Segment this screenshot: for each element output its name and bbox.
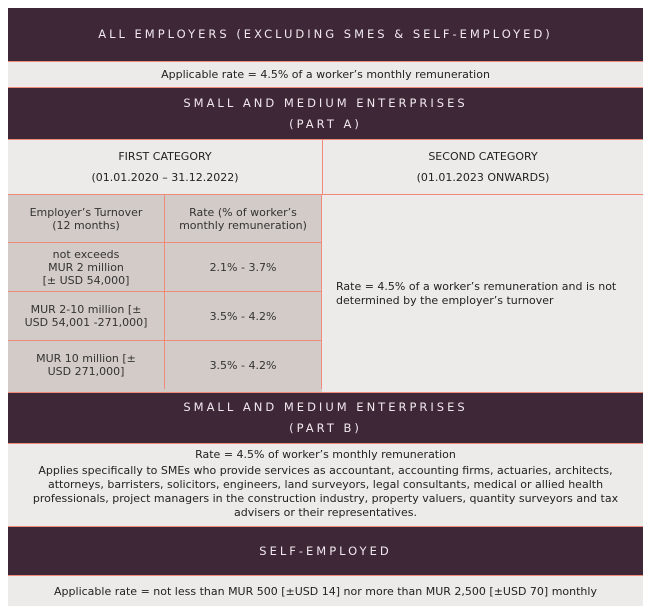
rate-cell: 3.5% - 4.2%	[165, 341, 322, 389]
turnover-table	[8, 195, 322, 392]
category-row	[8, 140, 643, 195]
header-subtext: (PART B)	[289, 421, 362, 435]
all-employers-rate: Applicable rate = 4.5% of a worker’s monthly remuneration	[8, 62, 643, 88]
self-employed-rate: Applicable rate = not less than MUR 500 [±USD 14] nor more than MUR 2,500 [±USD 70] monthly	[8, 576, 643, 606]
self-employed-header	[8, 527, 643, 576]
header-text: SMALL AND MEDIUM ENTERPRISES	[183, 400, 468, 414]
sme-part-a-header	[8, 88, 643, 140]
turnover-cell: not exceeds MUR 2 million [± USD 54,000]	[8, 243, 165, 292]
header-subtext: (PART A)	[289, 116, 362, 131]
second-category-rate: Rate = 4.5% of a worker’s remuneration and is not determined by the employer’s turnover	[322, 195, 643, 392]
all-employers-header	[8, 8, 643, 62]
sme-part-b-rate: Rate = 4.5% of worker’s monthly remuneration	[8, 444, 643, 464]
first-category	[8, 140, 323, 194]
turnover-cell: MUR 10 million [± USD 271,000]	[8, 341, 165, 389]
column-header: Employer’s Turnover (12 months)	[8, 195, 165, 243]
rate-cell: 3.5% - 4.2%	[165, 292, 322, 341]
sme-part-b-header	[8, 393, 643, 444]
column-header: Rate (% of worker’s monthly remuneration)	[165, 195, 322, 243]
second-category	[323, 140, 643, 194]
header-text: SMALL AND MEDIUM ENTERPRISES	[183, 95, 468, 110]
category-label: SECOND CATEGORY	[428, 150, 538, 163]
sme-part-a-body	[8, 195, 643, 393]
header-text: SELF-EMPLOYED	[259, 543, 392, 558]
category-period: (01.01.2023 ONWARDS)	[416, 171, 550, 184]
sme-part-b-applies: Applies specifically to SMEs who provide services as accountant, accounting firms, actuaries, architects, attorneys, barristers, solicitors, engineers, land surveyors, legal consultants, medical or allied health professionals, project managers in the construction industry, property valuers, quantity surveyors and tax advisers or their representatives.	[8, 464, 643, 527]
category-period: (01.01.2020 – 31.12.2022)	[91, 171, 239, 184]
turnover-cell: MUR 2-10 million [± USD 54,001 -271,000]	[8, 292, 165, 341]
contribution-rates-table	[8, 8, 643, 606]
header-text: ALL EMPLOYERS (EXCLUDING SMES & SELF-EMPLOYED)	[98, 27, 553, 41]
category-label: FIRST CATEGORY	[118, 150, 212, 163]
rate-cell: 2.1% - 3.7%	[165, 243, 322, 292]
